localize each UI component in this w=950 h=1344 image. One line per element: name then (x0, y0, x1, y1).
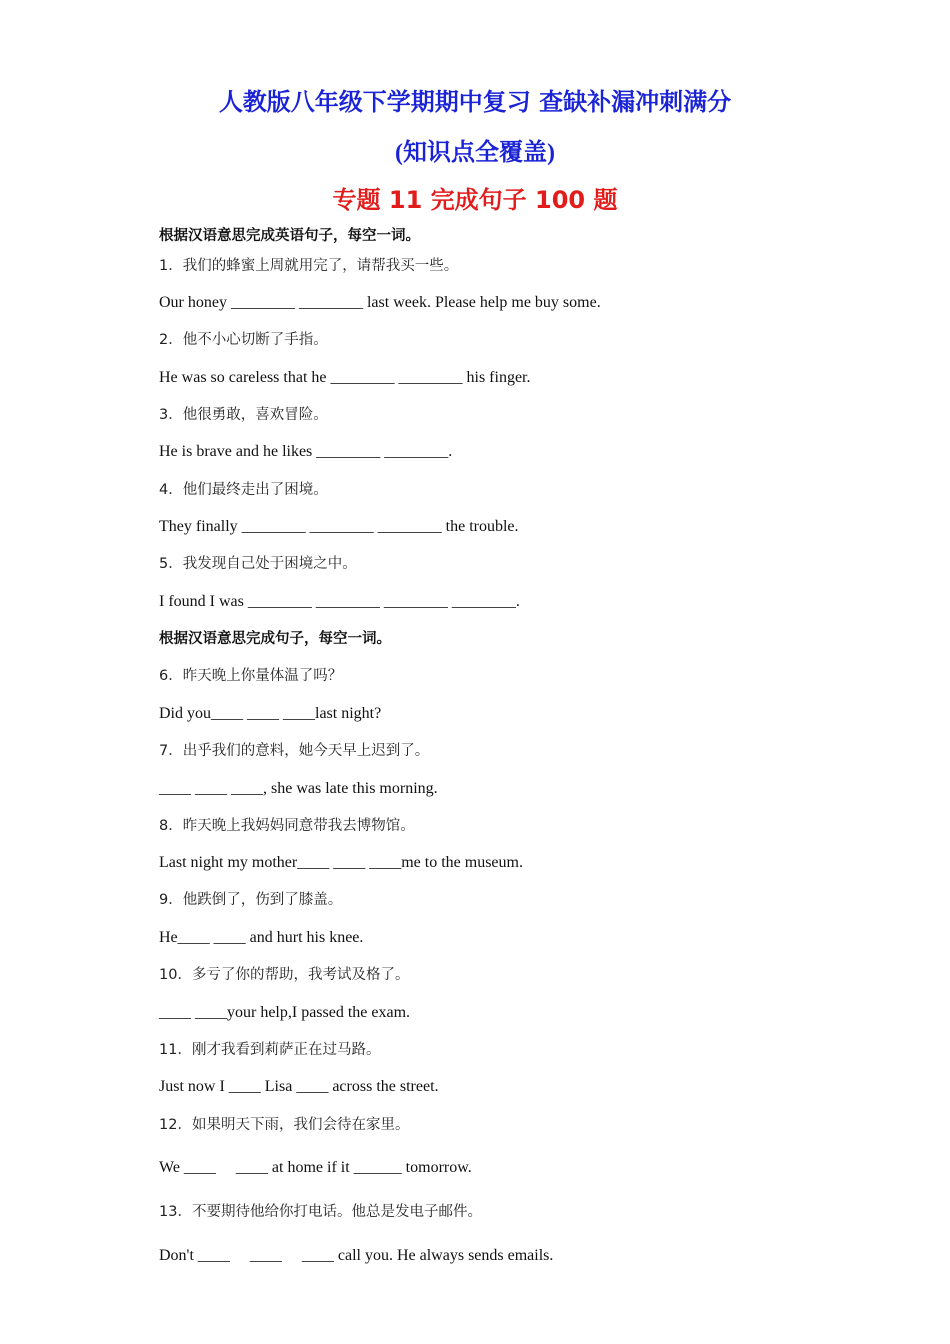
question-13-chinese: 13．不要期待他给你打电话。他总是发电子邮件。 (159, 1204, 482, 1220)
question-7-chinese: 7．出乎我们的意料，她今天早上迟到了。 (159, 743, 430, 759)
question-8-chinese: 8．昨天晚上我妈妈同意带我去博物馆。 (159, 818, 415, 834)
question-7-english: ____ ____ ____, she was late this morning. (159, 780, 438, 797)
section1-instruction: 根据汉语意思完成英语句子，每空一词。 (159, 228, 420, 244)
question-11-english: Just now I ____ Lisa ____ across the street. (159, 1078, 439, 1095)
question-6-chinese: 6．昨天晚上你量体温了吗？ (159, 668, 343, 684)
question-1-english: Our honey ________ ________ last week. Please help me buy some. (159, 294, 601, 311)
question-4-english: They finally ________ ________ ________ the trouble. (159, 518, 519, 535)
question-4-chinese: 4．他们最终走出了困境。 (159, 482, 328, 498)
question-3-chinese: 3．他很勇敢，喜欢冒险。 (159, 407, 328, 423)
question-2-english: He was so careless that he ________ ________ his finger. (159, 369, 531, 386)
question-12-chinese: 12．如果明天下雨，我们会待在家里。 (159, 1117, 410, 1133)
title-line-1: 人教版八年级下学期期中复习 查缺补漏冲刺满分 (218, 88, 732, 116)
question-11-chinese: 11．刚才我看到莉萨正在过马路。 (159, 1042, 381, 1058)
question-2-chinese: 2．他不小心切断了手指。 (159, 332, 328, 348)
question-12-english: We ____ ____ at home if it ______ tomorrow. (159, 1159, 472, 1176)
question-6-english: Did you____ ____ ____last night? (159, 705, 382, 722)
question-13-english: Don't ____ ____ ____ call you. He always sends emails. (159, 1247, 554, 1264)
question-9-chinese: 9．他跌倒了，伤到了膝盖。 (159, 892, 343, 908)
topic-title: 专题 11 完成句子 100 题 (332, 186, 618, 214)
question-3-english: He is brave and he likes ________ ________. (159, 443, 453, 460)
question-1-chinese: 1．我们的蜂蜜上周就用完了，请帮我买一些。 (159, 258, 459, 274)
question-8-english: Last night my mother____ ____ ____me to the museum. (159, 854, 523, 871)
question-9-english: He____ ____ and hurt his knee. (159, 929, 364, 946)
question-10-chinese: 10．多亏了你的帮助，我考试及格了。 (159, 967, 410, 983)
title-line-2: (知识点全覆盖) (395, 140, 555, 166)
question-5-chinese: 5．我发现自己处于困境之中。 (159, 556, 357, 572)
question-5-english: I found I was ________ ________ ________ ________. (159, 593, 520, 610)
section2-instruction: 根据汉语意思完成句子，每空一词。 (159, 631, 391, 647)
question-10-english: ____ ____your help,I passed the exam. (159, 1004, 411, 1021)
